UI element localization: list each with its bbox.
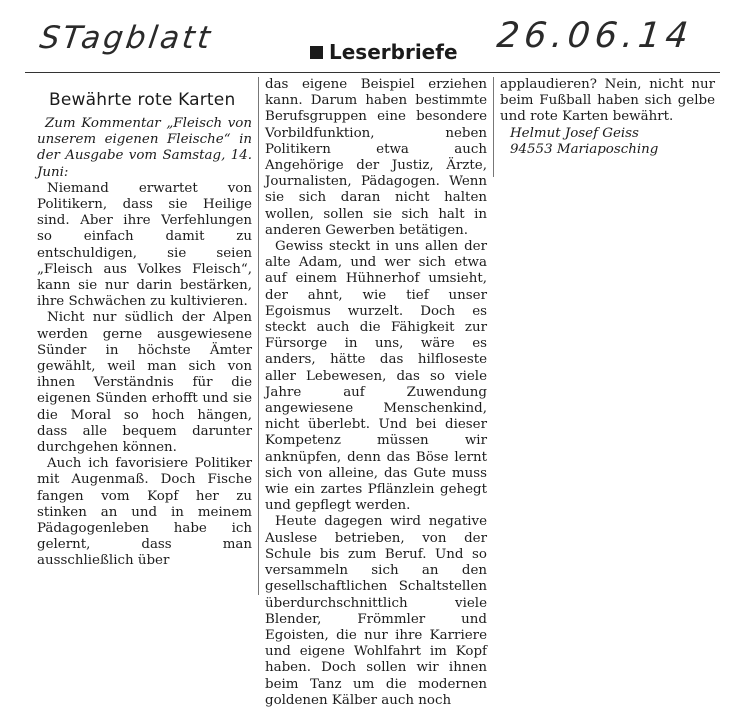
section-title: Leserbriefe [329,40,458,64]
section-bullet-icon [310,46,323,59]
column-3 [500,77,715,158]
handwritten-source-note: STagblatt [37,20,216,56]
letter-paragraph: Nicht nur südlich der Alpen werden gerne ausgewiesene Sünder in höchste Ämter gewählt, weil man sich von ihnen Verständnis für die eigenen Sünden erhofft und sie die Moral so hoch hängen, dass alle bequem darunter durchgehen können. [37,310,252,456]
author-name: Helmut Josef Geiss [510,125,639,141]
column-2 [265,77,487,709]
author-city: 94553 Mariaposching [510,141,659,157]
letter-paragraph: das eigene Beispiel erziehen kann. Darum haben bestimmte Berufsgruppen eine besondere Vorbildfunktion, neben Politikern etwa auch Angehörige der Justiz, Ärzte, Journalisten, Pädagogen. Wenn sie sich daran nicht halten wollen, sollen sie sich halt in anderen Gewerben betätigen. [265,77,487,238]
letter-paragraph: Heute dagegen wird negative Auslese betrieben, von der Schule bis zum Beruf. Und so versammeln sich an den gesellschaftlichen Schaltstellen überdurchschnittlich viele Blender, Frömmler und Egoisten, die nur ihre Karriere und eigene Wohlfahrt im Kopf haben. Doch sollen wir ihnen beim Tanz um die modernen goldenen Kälber auch noch [265,514,487,708]
letter-paragraph: Gewiss steckt in uns allen der alte Adam, und wer sich etwa auf einem Hühnerhof umsieht, der ahnt, wie tief unser Egoismus wurzelt. Doch es steckt auch die Fähigkeit zur Fürsorge in uns, wäre es anders, hätte das hilfloseste aller Lebewesen, das so viele Jahre auf Zuwendung angewiesene Menschenkind, nicht überlebt. Und bei dieser Kompetenz müssen wir anknüpfen, denn das Böse lernt sich von alleine, das Gute muss wie ein zartes Pflänzlein gehegt und gepflegt werden. [265,239,487,514]
letter-intro: Zum Kommentar „Fleisch von unserem eigenen Fleische“ in der Ausgabe vom Samstag, 14. Juni: [37,116,252,180]
handwritten-date-note: 26.06.14 [494,16,695,56]
top-rule [25,72,720,73]
letter-headline: Bewährte rote Karten [49,90,236,110]
column-divider [258,77,259,595]
section-header [310,40,458,64]
column-1 [37,90,252,570]
column-divider [493,77,494,177]
letter-paragraph: applaudieren? Nein, nicht nur beim Fußball haben sich gelbe und rote Karten bewährt. [500,77,715,125]
letter-paragraph: Niemand erwartet von Politikern, dass sie Heilige sind. Aber ihre Verfehlungen so einfach damit zu entschuldigen, sie seien „Fleisch aus Volkes Fleisch“, kann sie nur darin bestärken, ihre Schwächen zu kultivieren. [37,180,252,310]
letter-paragraph: Auch ich favorisiere Politiker mit Augenmaß. Doch Fische fangen vom Kopf her zu stinken an und in meinem Pädagogenleben habe ich gelernt, dass man ausschließlich über [37,456,252,569]
